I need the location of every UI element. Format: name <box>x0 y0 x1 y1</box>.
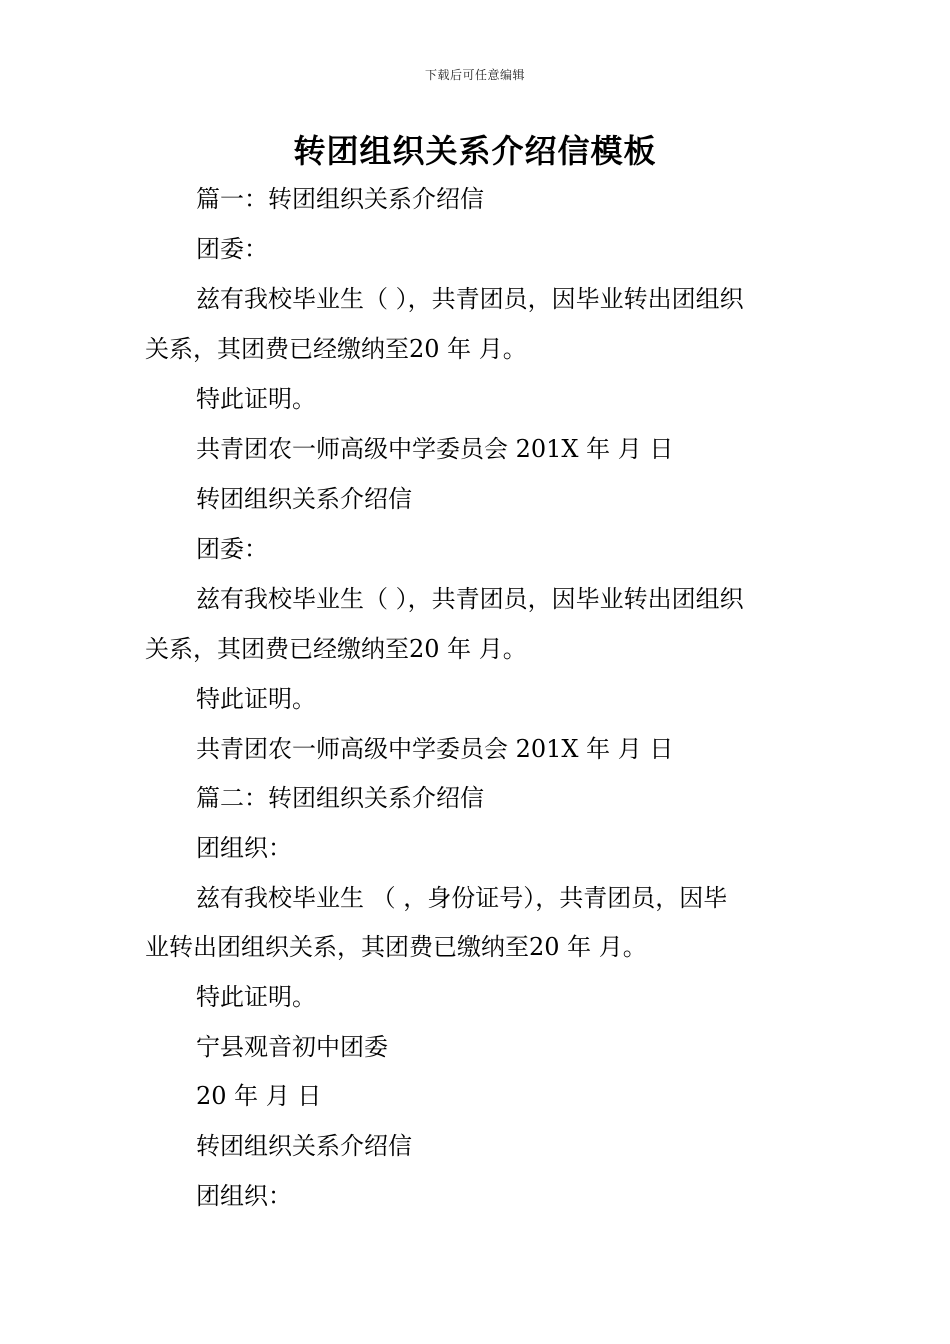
date-line: 20 年 月 日 <box>196 1082 322 1110</box>
section-heading: 篇一：转团组织关系介绍信 <box>196 185 484 213</box>
salutation: 团组织： <box>196 1182 292 1210</box>
closing-line: 特此证明。 <box>196 385 316 413</box>
closing-line: 特此证明。 <box>196 685 316 713</box>
signature-line: 宁县观音初中团委 <box>196 1033 388 1061</box>
body-paragraph: 关系，其团费已经缴纳至20 年 月。 <box>145 635 527 663</box>
section-heading: 篇二：转团组织关系介绍信 <box>196 784 484 812</box>
salutation: 团委： <box>196 235 268 263</box>
signature-line: 共青团农一师高级中学委员会 201X 年 月 日 <box>196 735 674 763</box>
document-title: 转团组织关系介绍信模板 <box>293 132 657 170</box>
body-paragraph: 关系，其团费已经缴纳至20 年 月。 <box>145 335 527 363</box>
salutation: 团组织： <box>196 834 292 862</box>
letter-heading: 转团组织关系介绍信 <box>196 1132 412 1160</box>
letter-heading: 转团组织关系介绍信 <box>196 485 412 513</box>
signature-line: 共青团农一师高级中学委员会 201X 年 月 日 <box>196 435 674 463</box>
closing-line: 特此证明。 <box>196 983 316 1011</box>
body-paragraph: 业转出团组织关系，其团费已缴纳至20 年 月。 <box>145 933 647 961</box>
body-paragraph: 兹有我校毕业生（ ），共青团员，因毕业转出团组织 <box>196 585 744 613</box>
header-note: 下载后可任意编辑 <box>424 68 525 82</box>
salutation: 团委： <box>196 535 268 563</box>
body-paragraph: 兹有我校毕业生 （ ，身份证号），共青团员，因毕 <box>196 884 728 912</box>
body-paragraph: 兹有我校毕业生（ ），共青团员，因毕业转出团组织 <box>196 285 744 313</box>
